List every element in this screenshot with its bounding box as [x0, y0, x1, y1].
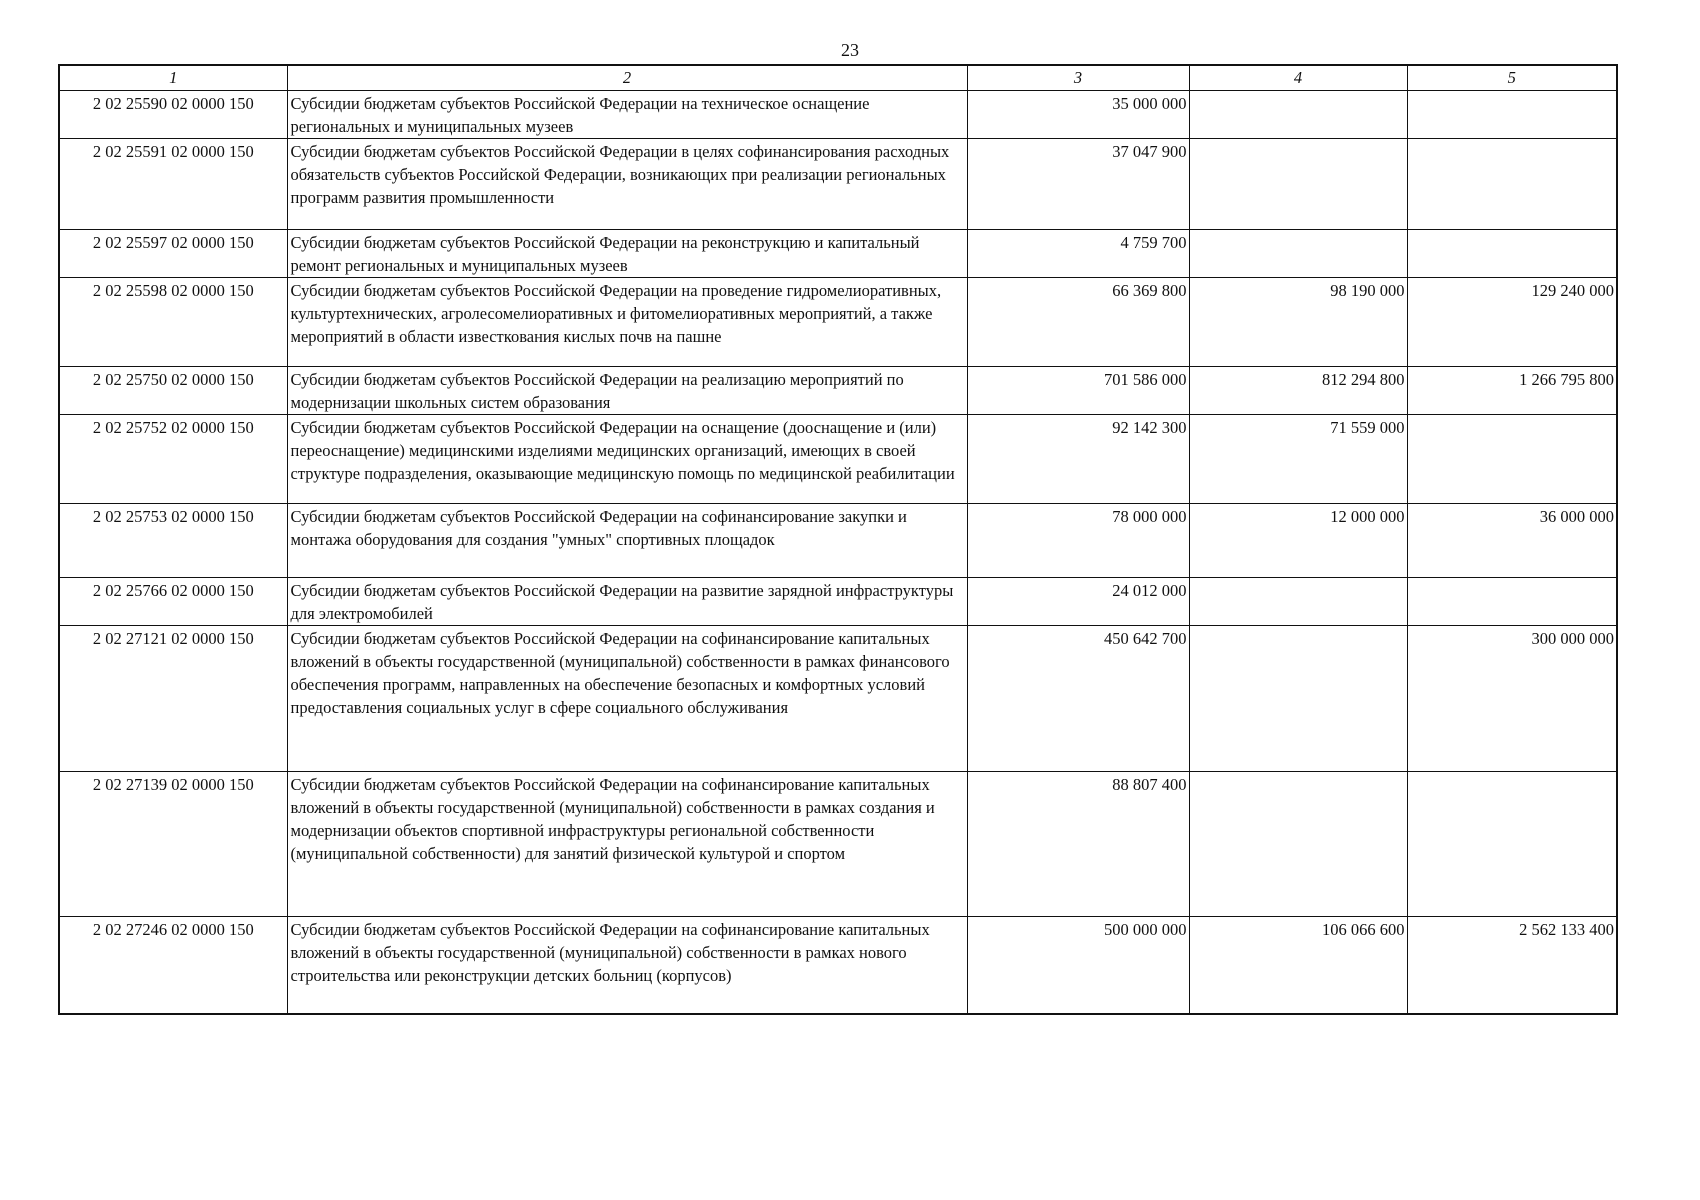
description-cell: Субсидии бюджетам субъектов Российской Федерации на реализацию мероприятий по модернизации школьных систем образования: [287, 367, 967, 415]
amount-col-5-cell: 1 266 795 800: [1407, 367, 1617, 415]
header-col-4: 4: [1189, 65, 1407, 91]
table-row: [59, 91, 1617, 139]
amount-col-4-cell: 812 294 800: [1189, 367, 1407, 415]
description-cell: Субсидии бюджетам субъектов Российской Федерации на софинансирование капитальных вложений в объекты государственной (муниципальной) собственности в рамках создания и модернизации объектов спортивной инфраструктуры региональной собственности (муниципальной собственности) для занятий физической культурой и спортом: [287, 772, 967, 917]
table-row: [59, 626, 1617, 772]
amount-col-4-cell: [1189, 772, 1407, 917]
header-col-2: 2: [287, 65, 967, 91]
budget-code-cell: 2 02 27246 02 0000 150: [59, 917, 287, 1014]
description-cell: Субсидии бюджетам субъектов Российской Федерации на развитие зарядной инфраструктуры для электромобилей: [287, 578, 967, 626]
table-row: [59, 772, 1617, 917]
table-row: [59, 578, 1617, 626]
table-row: [59, 415, 1617, 504]
table-header-row: [59, 65, 1617, 91]
budget-code-cell: 2 02 27139 02 0000 150: [59, 772, 287, 917]
description-cell: Субсидии бюджетам субъектов Российской Федерации на софинансирование капитальных вложений в объекты государственной (муниципальной) собственности в рамках финансового обеспечения программ, направленных на обеспечение безопасных и комфортных условий предоставления социальных услуг в сфере социального обслуживания: [287, 626, 967, 772]
amount-col-5-cell: [1407, 772, 1617, 917]
amount-col-3-cell: 92 142 300: [967, 415, 1189, 504]
amount-col-3-cell: 24 012 000: [967, 578, 1189, 626]
amount-col-5-cell: 36 000 000: [1407, 504, 1617, 578]
amount-col-3-cell: 701 586 000: [967, 367, 1189, 415]
amount-col-5-cell: [1407, 139, 1617, 230]
description-cell: Субсидии бюджетам субъектов Российской Федерации на оснащение (дооснащение и (или) переоснащение) медицинскими изделиями медицинских организаций, имеющих в своей структуре подразделения, оказывающие медицинскую помощь по медицинской реабилитации: [287, 415, 967, 504]
budget-code-cell: 2 02 27121 02 0000 150: [59, 626, 287, 772]
description-cell: Субсидии бюджетам субъектов Российской Федерации на софинансирование капитальных вложений в объекты государственной (муниципальной) собственности в рамках нового строительства или реконструкции детских больниц (корпусов): [287, 917, 967, 1014]
amount-col-3-cell: 35 000 000: [967, 91, 1189, 139]
table-row: [59, 278, 1617, 367]
amount-col-3-cell: 78 000 000: [967, 504, 1189, 578]
amount-col-3-cell: 37 047 900: [967, 139, 1189, 230]
amount-col-4-cell: 12 000 000: [1189, 504, 1407, 578]
amount-col-4-cell: [1189, 230, 1407, 278]
header-col-1: 1: [59, 65, 287, 91]
budget-code-cell: 2 02 25753 02 0000 150: [59, 504, 287, 578]
amount-col-5-cell: [1407, 415, 1617, 504]
amount-col-5-cell: 2 562 133 400: [1407, 917, 1617, 1014]
table-row: [59, 139, 1617, 230]
amount-col-4-cell: 71 559 000: [1189, 415, 1407, 504]
amount-col-5-cell: 300 000 000: [1407, 626, 1617, 772]
amount-col-3-cell: 4 759 700: [967, 230, 1189, 278]
budget-code-cell: 2 02 25766 02 0000 150: [59, 578, 287, 626]
amount-col-4-cell: [1189, 578, 1407, 626]
budget-code-cell: 2 02 25597 02 0000 150: [59, 230, 287, 278]
description-cell: Субсидии бюджетам субъектов Российской Федерации на проведение гидромелиоративных, культуртехнических, агролесомелиоративных и фитомелиоративных мероприятий, а также мероприятий в области известкования кислых почв на пашне: [287, 278, 967, 367]
amount-col-5-cell: [1407, 91, 1617, 139]
amount-col-4-cell: [1189, 139, 1407, 230]
header-col-3: 3: [967, 65, 1189, 91]
table-row: [59, 230, 1617, 278]
amount-col-5-cell: 129 240 000: [1407, 278, 1617, 367]
table-row: [59, 367, 1617, 415]
amount-col-5-cell: [1407, 578, 1617, 626]
amount-col-4-cell: [1189, 626, 1407, 772]
amount-col-5-cell: [1407, 230, 1617, 278]
table-row: [59, 504, 1617, 578]
amount-col-3-cell: 66 369 800: [967, 278, 1189, 367]
budget-code-cell: 2 02 25590 02 0000 150: [59, 91, 287, 139]
description-cell: Субсидии бюджетам субъектов Российской Федерации на техническое оснащение региональных и муниципальных музеев: [287, 91, 967, 139]
table-row: [59, 917, 1617, 1014]
budget-code-cell: 2 02 25750 02 0000 150: [59, 367, 287, 415]
budget-code-cell: 2 02 25591 02 0000 150: [59, 139, 287, 230]
amount-col-3-cell: 88 807 400: [967, 772, 1189, 917]
subsidies-table: [58, 64, 1618, 1015]
description-cell: Субсидии бюджетам субъектов Российской Федерации на реконструкцию и капитальный ремонт региональных и муниципальных музеев: [287, 230, 967, 278]
description-cell: Субсидии бюджетам субъектов Российской Федерации в целях софинансирования расходных обязательств субъектов Российской Федерации, возникающих при реализации региональных программ развития промышленности: [287, 139, 967, 230]
description-cell: Субсидии бюджетам субъектов Российской Федерации на софинансирование закупки и монтажа оборудования для создания "умных" спортивных площадок: [287, 504, 967, 578]
page-number: 23: [841, 40, 859, 60]
budget-code-cell: 2 02 25752 02 0000 150: [59, 415, 287, 504]
amount-col-4-cell: 98 190 000: [1189, 278, 1407, 367]
amount-col-3-cell: 500 000 000: [967, 917, 1189, 1014]
budget-code-cell: 2 02 25598 02 0000 150: [59, 278, 287, 367]
amount-col-4-cell: [1189, 91, 1407, 139]
header-col-5: 5: [1407, 65, 1617, 91]
amount-col-3-cell: 450 642 700: [967, 626, 1189, 772]
amount-col-4-cell: 106 066 600: [1189, 917, 1407, 1014]
